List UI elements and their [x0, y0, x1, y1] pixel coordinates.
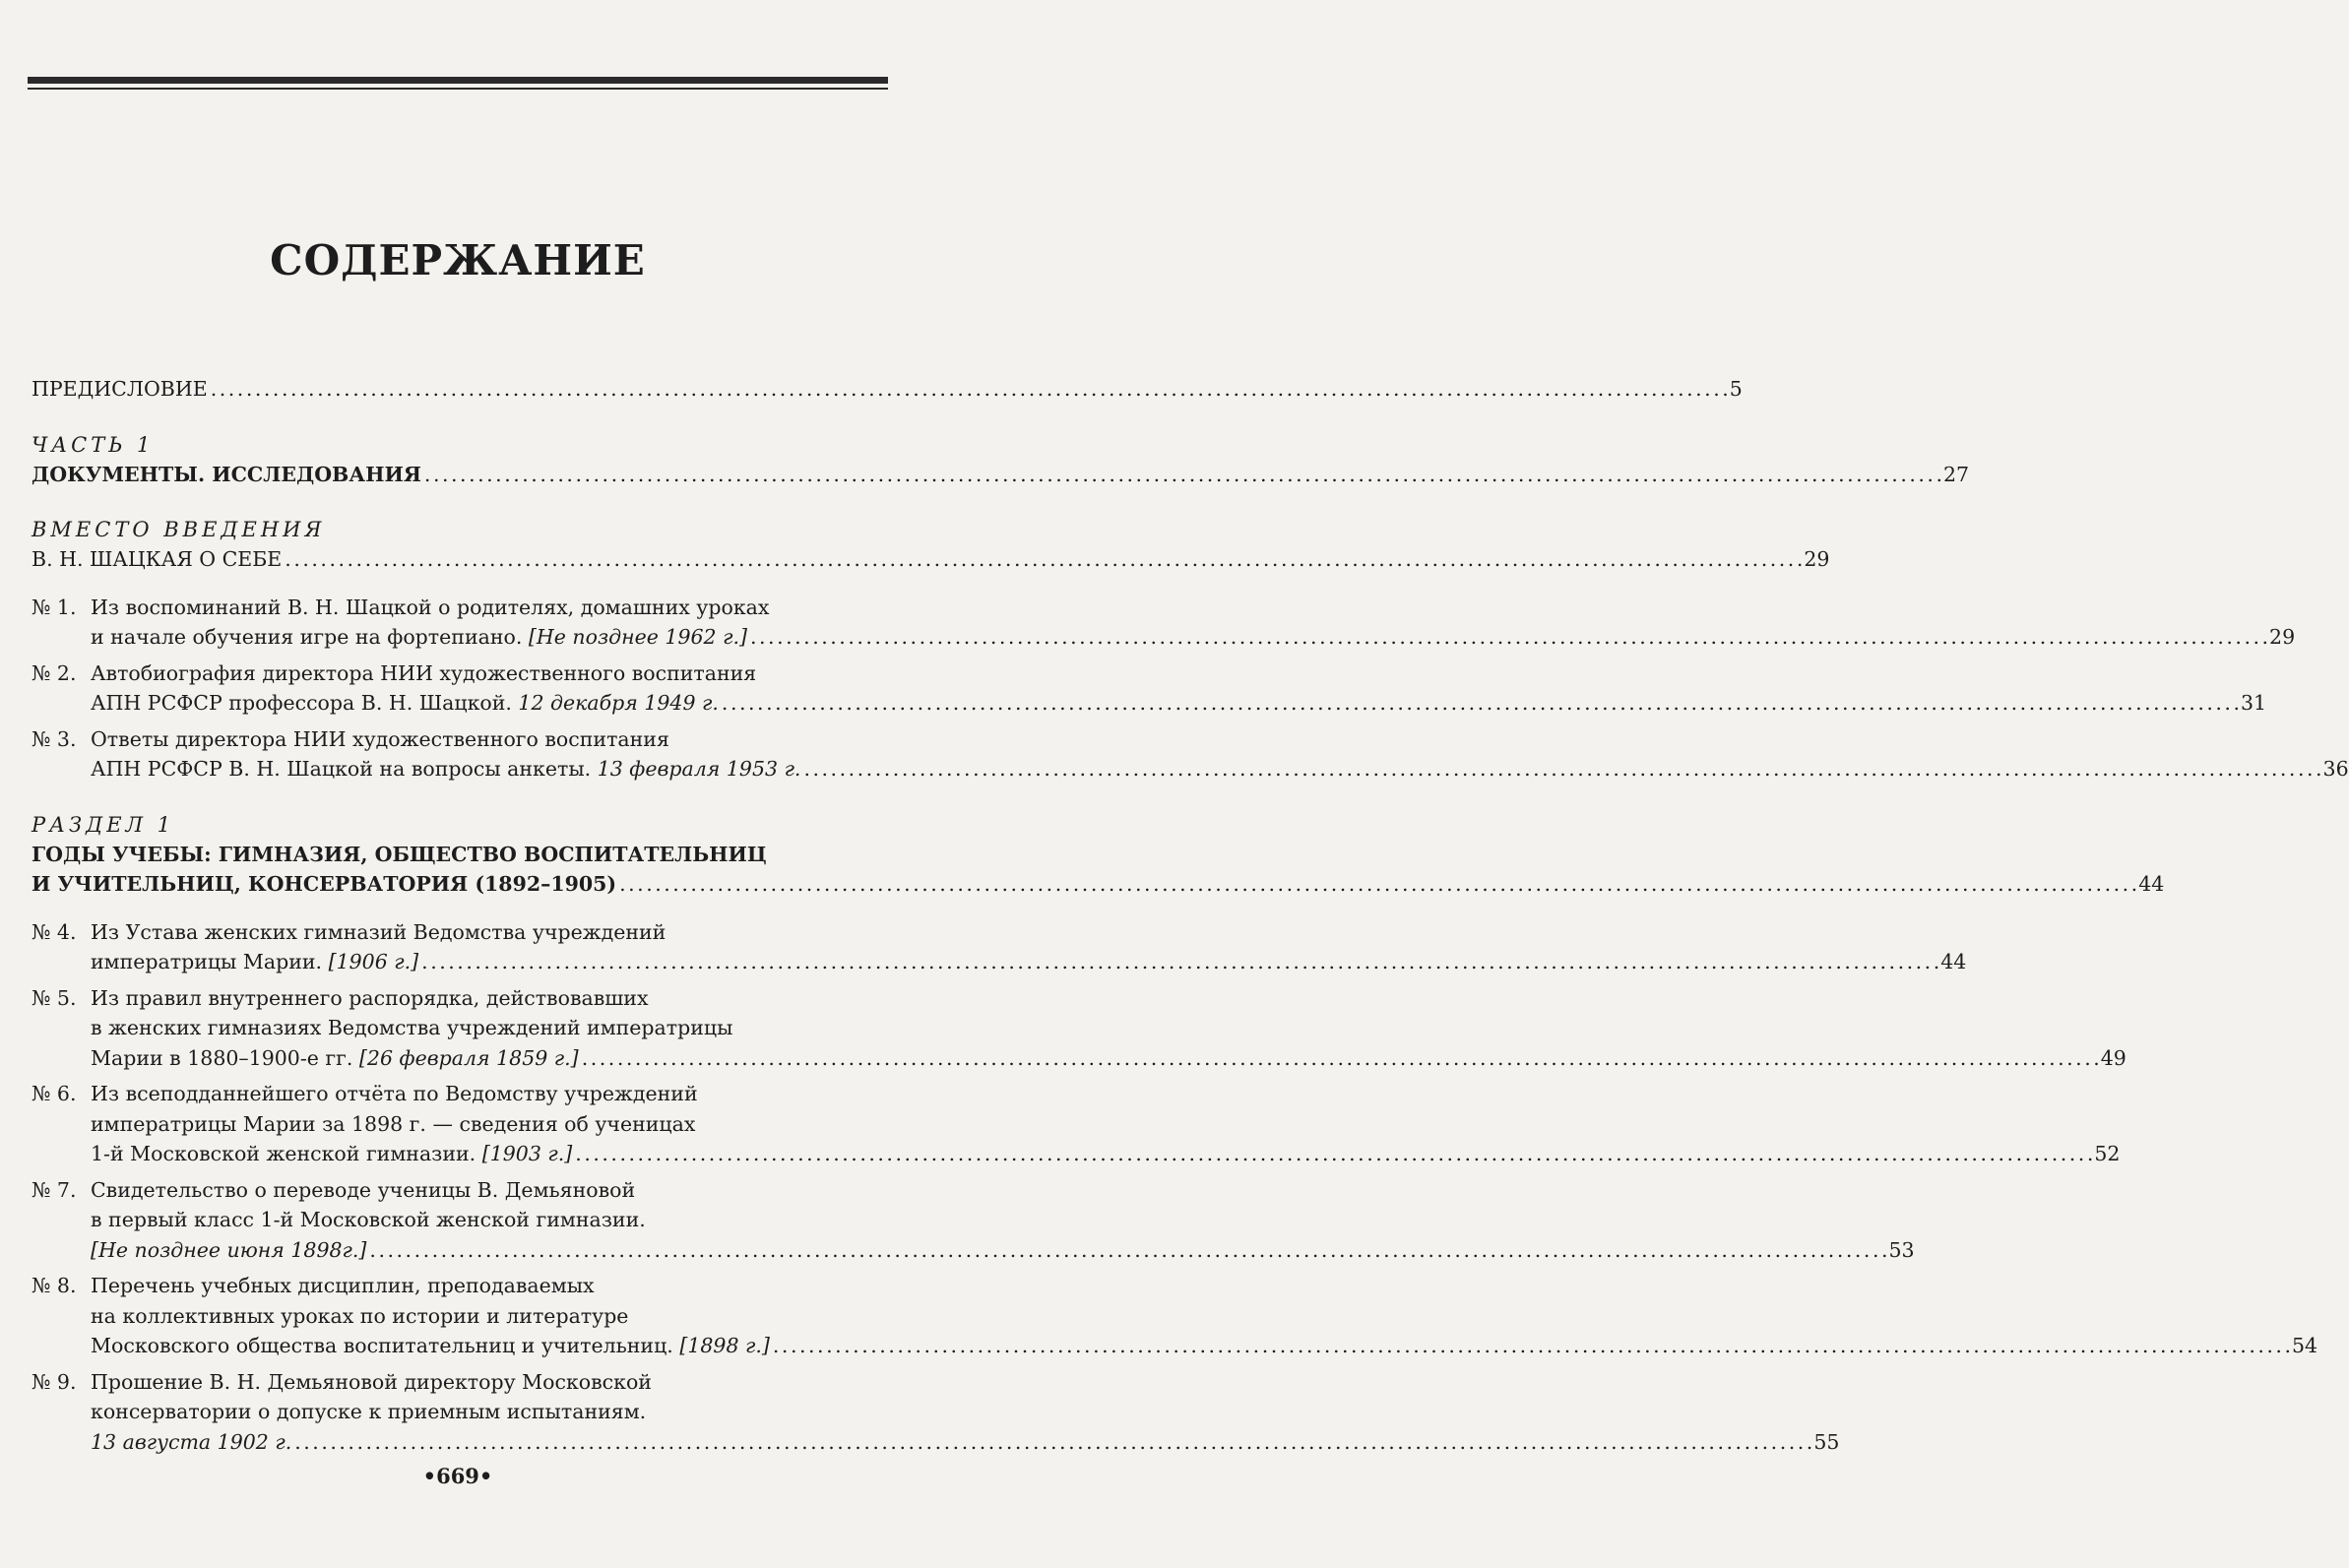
page-footer-number: •669• [422, 1464, 493, 1488]
document-text [91, 1367, 1839, 1458]
document-text-line: консерватории о допуске к приемным испытаниям. [91, 1400, 647, 1423]
page-number: 5 [1729, 377, 1743, 401]
document-text-tail: АПН РСФСР профессора В. Н. Шацкой. [91, 691, 519, 715]
document-text-tail: Марии в 1880–1900-е гг. [91, 1045, 359, 1070]
entry-title: ПРЕДИСЛОВИЕ [32, 377, 208, 401]
document-text-tail: АПН РСФСР В. Н. Шацкой на вопросы анкеты. [91, 757, 598, 781]
toc-document-entry[interactable] [32, 659, 2267, 719]
document-number: № 7. [32, 1177, 77, 1202]
document-last-line [91, 1235, 1915, 1266]
document-date: [26 февраля 1859 г.] [358, 1045, 579, 1070]
document-number: № 8. [32, 1274, 77, 1297]
header-rule-thick [28, 77, 888, 84]
document-text-line: Автобиография директора НИИ художественного воспитания [91, 660, 757, 685]
document-text [91, 1175, 1915, 1266]
document-number: № 6. [32, 1082, 77, 1105]
document-text-line: Из Устава женских гимназий Ведомства учреждений [91, 919, 667, 944]
document-date: 12 декабря 1949 г. [518, 691, 719, 715]
toc-document-entry[interactable] [32, 983, 2127, 1074]
page-number: 54 [2291, 1334, 2318, 1357]
intro-label: ВМЕСТО ВВЕДЕНИЯ [32, 518, 326, 541]
dot-leader [369, 1235, 1885, 1266]
document-text [91, 917, 1966, 977]
document-date: [1906 г.] [328, 950, 419, 973]
toc-entry-preface[interactable] [32, 374, 1743, 405]
document-text [91, 1271, 2317, 1361]
intro-documents-list [32, 593, 2349, 784]
document-text-tail: 1-й Московской женской гимназии. [91, 1142, 482, 1165]
document-text-tail: и начале обучения игре на фортепиано. [91, 625, 529, 649]
dot-leader [285, 544, 1801, 575]
document-text-line: Из воспоминаний В. Н. Шацкой о родителях, домашних уроках [91, 595, 770, 619]
document-text [91, 724, 2349, 784]
document-last-line [91, 947, 1966, 977]
document-number: № 1. [32, 595, 77, 619]
document-number: № 4. [32, 919, 77, 944]
page-title: СОДЕРЖАНИЕ [270, 236, 646, 284]
section-label: РАЗДЕЛ 1 [32, 812, 175, 837]
document-text-line: Свидетельство о переводе ученицы В. Демьяновой [91, 1177, 636, 1202]
toc-entry-part1[interactable] [32, 460, 1970, 490]
toc-entry-intro[interactable] [32, 544, 1830, 575]
page-number: 44 [1940, 950, 1967, 973]
entry-title: В. Н. ШАЦКАЯ О СЕБЕ [32, 547, 283, 571]
page-number: 29 [2269, 625, 2296, 649]
table-of-contents [32, 374, 2349, 1457]
document-date: 13 февраля 1953 г. [597, 757, 801, 781]
page-number: 55 [1813, 1429, 1840, 1454]
document-text-line: в женских гимназиях Ведомства учреждений императрицы [91, 1016, 733, 1039]
document-date: 13 августа 1902 г. [91, 1429, 292, 1454]
page-number: 49 [2100, 1045, 2127, 1070]
toc-document-entry[interactable] [32, 1271, 2318, 1361]
document-text-line: Из правил внутреннего распорядка, действовавших [91, 985, 649, 1010]
entry-title-line2: И УЧИТЕЛЬНИЦ, КОНСЕРВАТОРИЯ (1892–1905) [32, 872, 617, 896]
toc-document-entry[interactable] [32, 1079, 2121, 1169]
document-text-line: Ответы директора НИИ художественного воспитания [91, 726, 669, 751]
document-number: № 5. [32, 985, 77, 1010]
entry-title-line1: ГОДЫ УЧЕБЫ: ГИМНАЗИЯ, ОБЩЕСТВО ВОСПИТАТЕЛЬНИЦ [32, 842, 767, 866]
document-text-line: в первый класс 1-й Московской женской гимназии. [91, 1208, 646, 1231]
document-last-line [91, 754, 2349, 784]
document-text-line: Прошение В. Н. Демьяновой директору Московской [91, 1369, 652, 1394]
page-number: 27 [1942, 462, 1970, 486]
dot-leader [211, 374, 1727, 405]
document-last-line [91, 1139, 2120, 1169]
document-text-line: Перечень учебных дисциплин, преподаваемых [91, 1274, 595, 1297]
header-rule-thin [28, 88, 888, 90]
toc-document-entry[interactable] [32, 1367, 1840, 1458]
document-last-line [91, 622, 2295, 653]
document-text [91, 593, 2295, 653]
dot-leader [803, 754, 2319, 784]
document-number: № 9. [32, 1369, 77, 1394]
page-number: 31 [2240, 691, 2267, 715]
toc-document-entry[interactable] [32, 917, 1967, 977]
dot-leader [424, 460, 1940, 490]
toc-document-entry[interactable] [32, 724, 2349, 784]
dot-leader [750, 622, 2266, 653]
document-text-tail: императрицы Марии. [91, 950, 329, 973]
page-number: 29 [1804, 547, 1830, 571]
document-text [91, 1079, 2120, 1169]
document-text-line: на коллективных уроках по истории и литературе [91, 1303, 629, 1328]
page-number: 36 [2322, 757, 2349, 781]
document-last-line [91, 1043, 2127, 1074]
dot-leader [582, 1043, 2098, 1074]
document-last-line [91, 1427, 1839, 1458]
part-label: ЧАСТЬ 1 [32, 432, 155, 457]
document-text-tail: Московского общества воспитательниц и учительниц. [91, 1334, 680, 1357]
document-text-line: императрицы Марии за 1898 г. — сведения об ученицах [91, 1111, 696, 1136]
dot-leader [722, 688, 2238, 719]
dot-leader [619, 869, 2135, 900]
dot-leader [421, 947, 1937, 977]
toc-document-entry[interactable] [32, 593, 2296, 653]
page-number: 53 [1888, 1237, 1915, 1262]
toc-entry-section1[interactable] [32, 840, 2165, 900]
document-date: [1898 г.] [679, 1334, 770, 1357]
page-number: 52 [2094, 1142, 2121, 1165]
document-last-line [91, 1331, 2317, 1361]
document-date: [Не позднее июня 1898г.] [91, 1237, 367, 1262]
dot-leader [294, 1427, 1810, 1458]
page-number: 44 [2138, 872, 2165, 896]
section1-documents-list [32, 917, 2318, 1458]
document-date: [1903 г.] [481, 1142, 573, 1165]
document-text [91, 983, 2127, 1074]
dot-leader [575, 1139, 2091, 1169]
document-number: № 2. [32, 660, 77, 685]
document-number: № 3. [32, 726, 77, 751]
document-date: [Не позднее 1962 г.] [528, 625, 747, 649]
entry-title: ДОКУМЕНТЫ. ИССЛЕДОВАНИЯ [32, 462, 421, 486]
dot-leader [773, 1331, 2289, 1361]
document-last-line [91, 688, 2266, 719]
toc-document-entry[interactable] [32, 1175, 1915, 1266]
document-text-line: Из всеподданнейшего отчёта по Ведомству учреждений [91, 1082, 698, 1105]
document-text [91, 659, 2266, 719]
